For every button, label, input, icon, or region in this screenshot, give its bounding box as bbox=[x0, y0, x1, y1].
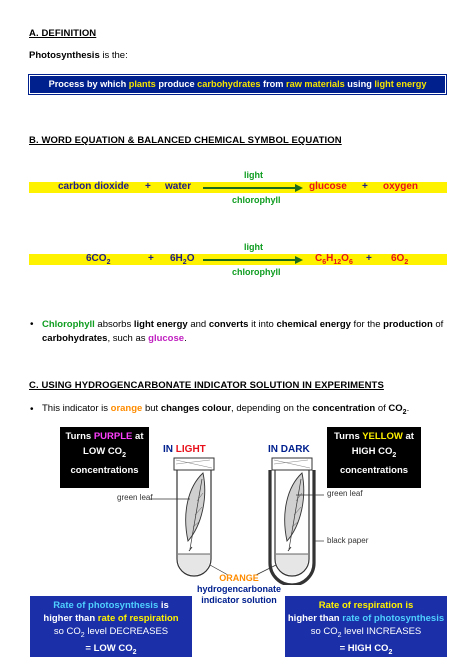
box-text: so CO bbox=[310, 626, 338, 637]
box-sub: 2 bbox=[132, 648, 137, 656]
box-text: = LOW CO bbox=[85, 642, 133, 654]
term-orange-label: ORANGE bbox=[219, 573, 259, 583]
bullet-text: absorbs bbox=[94, 319, 134, 330]
box-line bbox=[30, 642, 192, 659]
intro-term: Photosynthesis bbox=[29, 50, 100, 61]
sym-sub: 12 bbox=[333, 259, 342, 266]
bullet-text: of bbox=[375, 403, 389, 414]
box-sub: 2 bbox=[388, 648, 393, 656]
word-eq-condition-bottom: chlorophyll bbox=[232, 195, 281, 205]
label-text: IN bbox=[268, 444, 281, 455]
bullet-text: and bbox=[187, 319, 209, 330]
bullet-bold: CO bbox=[388, 403, 403, 414]
bullet-dot: • bbox=[30, 404, 34, 415]
sym-eq-arrow-icon bbox=[203, 255, 303, 265]
sym-eq-condition-bottom: chlorophyll bbox=[232, 267, 281, 277]
right-test-tube bbox=[270, 458, 314, 585]
bullet-dot: • bbox=[30, 319, 34, 330]
green-leaf-label-left: green leaf bbox=[117, 493, 153, 502]
indicator-bullet-text bbox=[42, 403, 409, 416]
word-eq-product-2: oxygen bbox=[383, 181, 419, 192]
box-text: Turns bbox=[334, 431, 363, 442]
term-light: LIGHT bbox=[175, 444, 206, 455]
black-paper-label: black paper bbox=[327, 536, 369, 545]
term-glucose: glucose bbox=[148, 333, 185, 344]
box-text: at bbox=[402, 431, 414, 442]
sym-eq-condition-top: light bbox=[244, 242, 263, 252]
bullet-text: This indicator is bbox=[42, 403, 111, 414]
sym-sub: 2 bbox=[106, 259, 111, 266]
def-highlight: plants bbox=[128, 79, 156, 89]
sym-eq-product-1 bbox=[315, 253, 353, 266]
word-eq-plus-1: + bbox=[145, 181, 151, 192]
left-test-tube bbox=[174, 458, 214, 576]
def-highlight: raw materials bbox=[286, 79, 345, 89]
box-text: so CO bbox=[53, 626, 81, 637]
box-line bbox=[30, 599, 192, 612]
box-line bbox=[30, 625, 192, 642]
bullet-bold: converts bbox=[208, 319, 249, 330]
indicator-line: indicator solution bbox=[201, 595, 277, 605]
high-co2-explanation-box bbox=[285, 596, 447, 657]
box-sub: 2 bbox=[122, 451, 126, 459]
box-line bbox=[285, 642, 447, 659]
bullet-text: but bbox=[142, 403, 161, 414]
section-a-heading: A. DEFINITION bbox=[29, 28, 97, 39]
in-dark-label bbox=[268, 444, 310, 455]
box-line bbox=[60, 429, 149, 444]
bullet-bold: light energy bbox=[133, 319, 188, 330]
box-line bbox=[285, 612, 447, 625]
intro-rest: is the: bbox=[99, 50, 128, 61]
box-sub: 2 bbox=[80, 631, 85, 639]
bullet-text: , depending on the bbox=[231, 403, 313, 414]
bullet-bold: changes colour bbox=[160, 403, 232, 414]
word-eq-arrow-icon bbox=[203, 183, 303, 193]
box-sub: 2 bbox=[337, 631, 342, 639]
test-tube-diagram bbox=[110, 455, 360, 585]
bullet-text: . bbox=[184, 333, 187, 344]
word-eq-condition-top: light bbox=[244, 170, 263, 180]
definition-intro bbox=[29, 50, 128, 61]
bullet-text: . bbox=[406, 403, 410, 414]
sym-text: 6O bbox=[391, 253, 405, 264]
indicator-line: hydrogencarbonate bbox=[196, 584, 281, 594]
box-text: is bbox=[158, 600, 169, 611]
low-co2-explanation-box bbox=[30, 596, 192, 657]
sym-text: H bbox=[326, 253, 334, 264]
box-text: LOW CO bbox=[83, 446, 123, 457]
bullet-text: for the bbox=[350, 319, 384, 330]
word-eq-reactant-2: water bbox=[165, 181, 192, 192]
def-highlight: carbohydrates bbox=[197, 79, 261, 89]
bullet-bold: chemical energy bbox=[276, 319, 351, 330]
sym-eq-reactant-2 bbox=[170, 253, 194, 266]
chlorophyll-bullet-text bbox=[42, 318, 452, 346]
sym-text: 6CO bbox=[86, 253, 107, 264]
box-text: higher than bbox=[287, 613, 343, 624]
sym-eq-plus-2: + bbox=[366, 253, 372, 264]
box-line bbox=[327, 429, 421, 444]
indicator-solution-label bbox=[185, 573, 293, 606]
box-line: concentrations bbox=[70, 464, 139, 476]
term-orange: orange bbox=[110, 403, 143, 414]
box-line: Rate of respiration is bbox=[318, 600, 414, 611]
box-text: HIGH CO bbox=[351, 446, 393, 457]
sym-sub: 2 bbox=[404, 259, 409, 266]
word-eq-product-1: glucose bbox=[309, 181, 347, 192]
definition-box bbox=[29, 75, 446, 94]
def-highlight: light energy bbox=[374, 79, 427, 89]
label-text: IN bbox=[163, 444, 176, 455]
bullet-text: , such as bbox=[107, 333, 149, 344]
box-text: higher bbox=[43, 613, 73, 624]
bullet-text: it into bbox=[248, 319, 277, 330]
sym-sub: 6 bbox=[322, 259, 327, 266]
sym-eq-product-2 bbox=[391, 253, 408, 266]
def-text: using bbox=[344, 79, 375, 89]
in-light-label bbox=[163, 444, 206, 455]
sym-eq-plus-1: + bbox=[148, 253, 154, 264]
sym-sub: 2 bbox=[182, 259, 187, 266]
box-sub: 2 bbox=[392, 451, 397, 459]
green-leaf-label-right: green leaf bbox=[327, 489, 363, 498]
term-dark: DARK bbox=[280, 444, 310, 455]
def-text: from bbox=[260, 79, 287, 89]
term-purple: PURPLE bbox=[93, 431, 133, 442]
term-rate-photosynthesis: rate of photosynthesis bbox=[342, 613, 445, 624]
bullet-sub: 2 bbox=[402, 408, 407, 416]
def-text: Process by which bbox=[48, 79, 129, 89]
box-text: level INCREASES bbox=[341, 626, 422, 637]
section-b-heading: B. WORD EQUATION & BALANCED CHEMICAL SYMBOL EQUATION bbox=[29, 135, 342, 146]
def-text: produce bbox=[155, 79, 198, 89]
bullet-bold: carbohydrates bbox=[42, 333, 108, 344]
sym-text: O bbox=[341, 253, 349, 264]
bullet-bold: concentration bbox=[312, 403, 376, 414]
bullet-text: of bbox=[432, 319, 444, 330]
box-text: level DECREASES bbox=[84, 626, 169, 637]
box-text: than bbox=[72, 613, 98, 624]
bullet-bold: production bbox=[383, 319, 433, 330]
sym-text: C bbox=[315, 253, 323, 264]
sym-eq-reactant-1 bbox=[86, 253, 110, 266]
box-line: concentrations bbox=[339, 464, 409, 476]
term-chlorophyll: Chlorophyll bbox=[42, 319, 95, 330]
sym-text: O bbox=[186, 253, 195, 264]
sym-text: 6H bbox=[170, 253, 183, 264]
box-text: Turns bbox=[65, 431, 94, 442]
term-yellow: YELLOW bbox=[362, 431, 403, 442]
box-line bbox=[285, 625, 447, 642]
box-text: = HIGH CO bbox=[339, 642, 389, 654]
box-line bbox=[30, 612, 192, 625]
term-rate-photosynthesis: Rate of photosynthesis bbox=[53, 600, 159, 611]
section-c-heading: C. USING HYDROGENCARBONATE INDICATOR SOLUTION IN EXPERIMENTS bbox=[29, 380, 384, 391]
term-rate-respiration: rate of respiration bbox=[97, 613, 179, 624]
word-eq-plus-2: + bbox=[362, 181, 368, 192]
word-eq-reactant-1: carbon dioxide bbox=[58, 181, 130, 192]
sym-sub: 6 bbox=[348, 259, 353, 266]
box-text: at bbox=[132, 431, 144, 442]
